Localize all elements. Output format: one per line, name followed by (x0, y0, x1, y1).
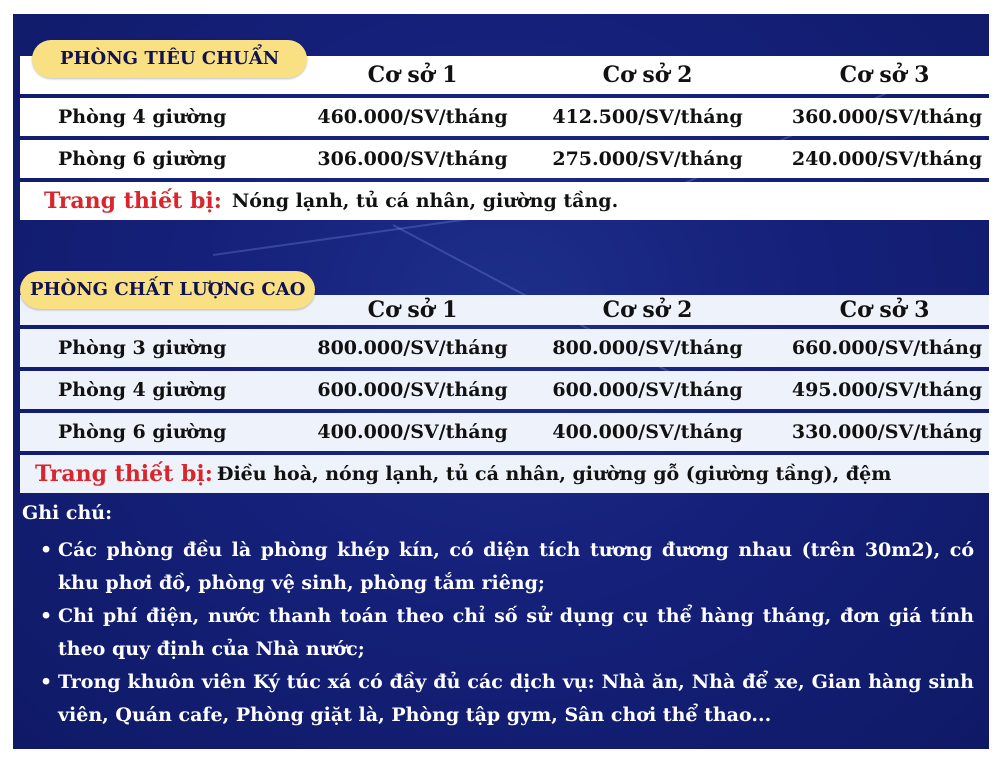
equipment-label: Trang thiết bị: (35, 461, 213, 487)
table-row (20, 98, 989, 136)
standard-room-section (20, 48, 989, 220)
room-type: Phòng 3 giường (58, 337, 227, 359)
column-header-campus-1: Cơ sở 1 (367, 297, 458, 323)
note-item (22, 600, 982, 666)
room-type: Phòng 4 giường (58, 106, 227, 128)
note-item (22, 666, 982, 732)
equipment-row (20, 455, 989, 493)
price-board (13, 14, 989, 749)
price-cell: 800.000/SV/tháng (552, 337, 743, 359)
column-header-campus-3: Cơ sở 3 (839, 62, 930, 88)
high-quality-room-section (20, 279, 989, 493)
high-quality-room-title: PHÒNG CHẤT LƯỢNG CAO (20, 271, 315, 309)
price-cell: 306.000/SV/tháng (317, 148, 508, 170)
bullet-icon: • (40, 605, 53, 627)
notes-section (22, 502, 982, 732)
room-type: Phòng 4 giường (58, 379, 227, 401)
column-header-campus-2: Cơ sở 2 (602, 297, 693, 323)
price-cell: 660.000/SV/tháng (791, 337, 983, 359)
equipment-text: Nóng lạnh, tủ cá nhân, giường tầng. (231, 190, 619, 212)
equipment-text: Điều hoà, nóng lạnh, tủ cá nhân, giường gỗ (giường tầng), đệm (216, 463, 892, 485)
price-cell: 360.000/SV/tháng (791, 106, 983, 128)
table-row (20, 371, 989, 409)
standard-room-title: PHÒNG TIÊU CHUẨN (32, 40, 307, 78)
price-cell: 800.000/SV/tháng (317, 337, 508, 359)
table-row (20, 140, 989, 178)
price-cell: 460.000/SV/tháng (317, 106, 508, 128)
price-cell: 600.000/SV/tháng (552, 379, 743, 401)
note-text: Chi phí điện, nước thanh toán theo chỉ số sử dụng cụ thể hàng tháng, đơn giá tính theo quy định của Nhà nước; (58, 605, 974, 660)
price-cell: 400.000/SV/tháng (317, 421, 508, 443)
column-header-campus-2: Cơ sở 2 (602, 62, 693, 88)
room-type: Phòng 6 giường (58, 148, 227, 170)
notes-title: Ghi chú: (22, 502, 113, 524)
price-cell: 240.000/SV/tháng (791, 148, 983, 170)
room-type: Phòng 6 giường (58, 421, 227, 443)
equipment-row (20, 182, 989, 220)
note-text: Trong khuôn viên Ký túc xá có đầy đủ các dịch vụ: Nhà ăn, Nhà để xe, Gian hàng sinh viên, Quán cafe, Phòng giặt là, Phòng tập gym, Sân chơi thể thao... (58, 671, 974, 726)
column-header-campus-3: Cơ sở 3 (839, 297, 930, 323)
table-row (20, 329, 989, 367)
price-cell: 495.000/SV/tháng (791, 379, 983, 401)
bullet-icon: • (40, 539, 53, 561)
price-cell: 412.500/SV/tháng (552, 106, 743, 128)
price-cell: 400.000/SV/tháng (552, 421, 743, 443)
decorative-streak (213, 215, 491, 256)
note-item (22, 534, 982, 600)
note-text: Các phòng đều là phòng khép kín, có diện tích tương đương nhau (trên 30m2), có khu phơi đồ, phòng vệ sinh, phòng tắm riêng; (58, 539, 974, 594)
price-cell: 275.000/SV/tháng (552, 148, 743, 170)
bullet-icon: • (40, 671, 53, 693)
price-cell: 600.000/SV/tháng (317, 379, 508, 401)
equipment-label: Trang thiết bị: (44, 188, 222, 214)
column-header-campus-1: Cơ sở 1 (367, 62, 458, 88)
price-cell: 330.000/SV/tháng (791, 421, 983, 443)
table-row (20, 413, 989, 451)
